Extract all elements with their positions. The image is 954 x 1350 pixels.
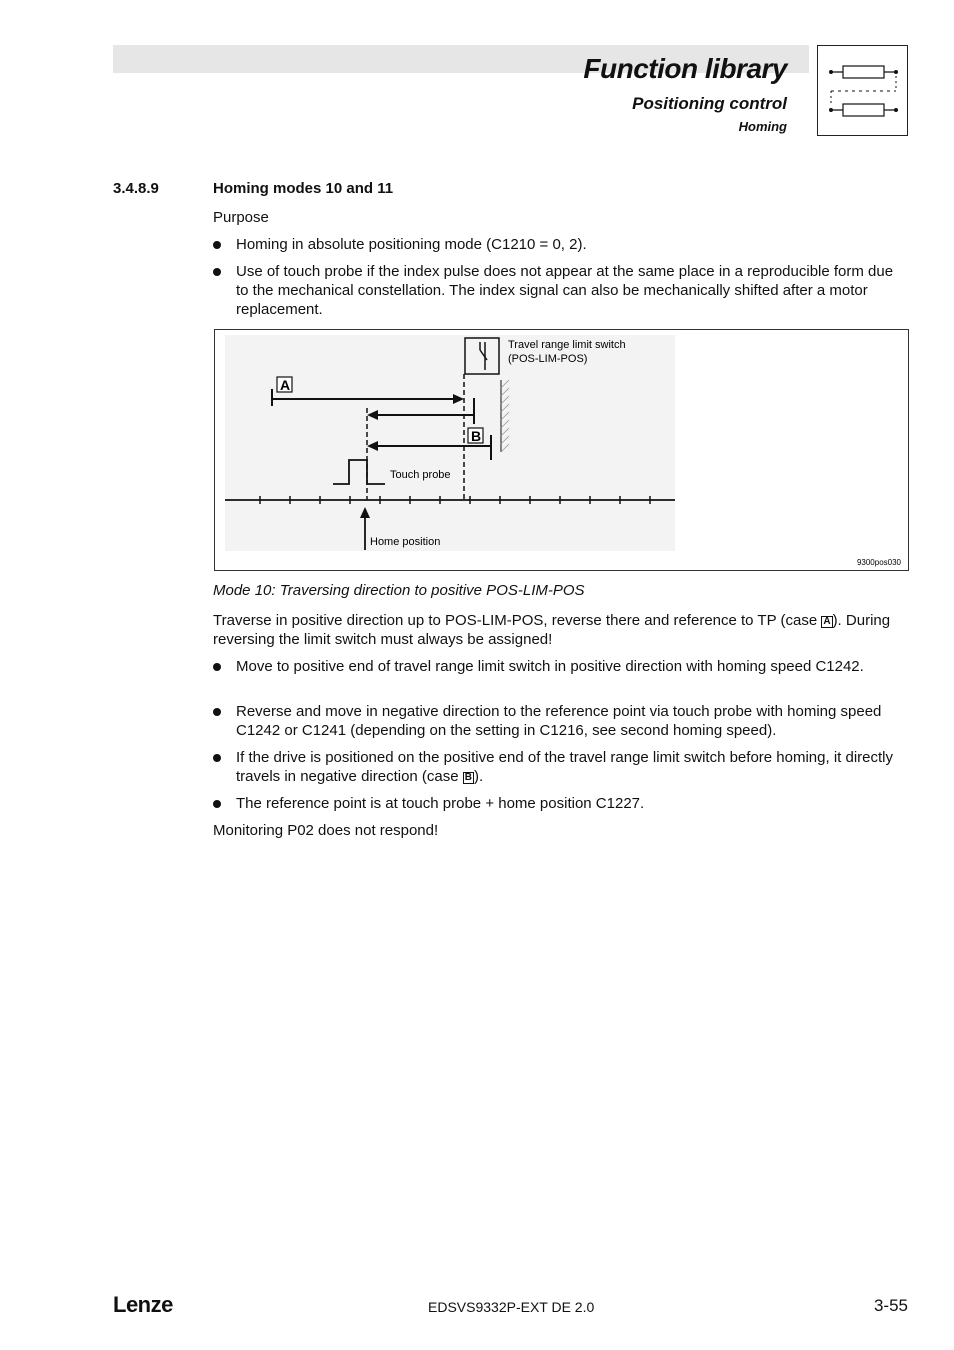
description-paragraph [213, 611, 913, 649]
bullet-icon [213, 754, 221, 762]
purpose-label: Purpose [213, 209, 269, 226]
limit-switch-name: (POS-LIM-POS) [508, 353, 588, 365]
page-subsubtitle: Homing [738, 119, 787, 134]
list-item-text: Reverse and move in negative direction to the reference point via touch probe with homing speed C1242 or C1241 (depending on the setting in C1216, see second homing speed). [236, 703, 882, 739]
home-position-label: Home position [370, 536, 441, 548]
list-item-text: Homing in absolute positioning mode (C1210 = 0, 2). [236, 236, 587, 253]
document-id: EDSVS9332P-EXT DE 2.0 [428, 1299, 595, 1315]
case-a-ref: A [823, 616, 831, 627]
section-title: Homing modes 10 and 11 [213, 180, 394, 197]
bullet-icon [213, 800, 221, 808]
case-a-label: A [280, 377, 291, 393]
list-item-text [236, 748, 901, 786]
description-text-end: ). During reversing the limit switch must always be assigned! [213, 612, 891, 648]
diagram-background [225, 335, 675, 551]
page-subtitle: Positioning control [632, 94, 787, 113]
list-item-text-part: If the drive is positioned on the positive end of the travel range limit switch before homing, it directly travels in negative direction (case [236, 749, 894, 785]
page-number: 3-55 [873, 1296, 908, 1315]
page-title: Function library [583, 53, 787, 84]
list-item-text: The reference point is at touch probe + home position C1227. [236, 795, 645, 812]
case-b-label: B [471, 428, 482, 444]
bullet-icon [213, 241, 221, 249]
monitoring-note: Monitoring P02 does not respond! [213, 822, 439, 839]
case-b-ref: B [464, 772, 473, 783]
figure-caption: Mode 10: Traversing direction to positive POS-LIM-POS [213, 582, 585, 599]
touch-probe-label: Touch probe [390, 469, 451, 481]
function-block-icon [817, 45, 908, 136]
list-item-text-end: ). [474, 768, 484, 785]
bullet-icon [213, 708, 221, 716]
bullet-icon [213, 663, 221, 671]
section-number: 3.4.8.9 [113, 180, 159, 197]
homing-diagram [214, 329, 909, 571]
list-item-text: Move to positive end of travel range limit switch in positive direction with homing speed C1242. [236, 658, 864, 675]
bullet-icon [213, 268, 221, 276]
description-text: Traverse in positive direction up to POS-LIM-POS, reverse there and reference to TP (case [213, 612, 822, 629]
limit-switch-label: Travel range limit switch [508, 339, 626, 351]
figure-id: 9300pos030 [856, 558, 901, 567]
lenze-logo: Lenze [113, 1292, 173, 1317]
list-item-text: Use of touch probe if the index pulse does not appear at the same place in a reproducible form due to the mechanical constellation. The index signal can also be mechanically shifted after a motor replacement. [236, 263, 894, 318]
